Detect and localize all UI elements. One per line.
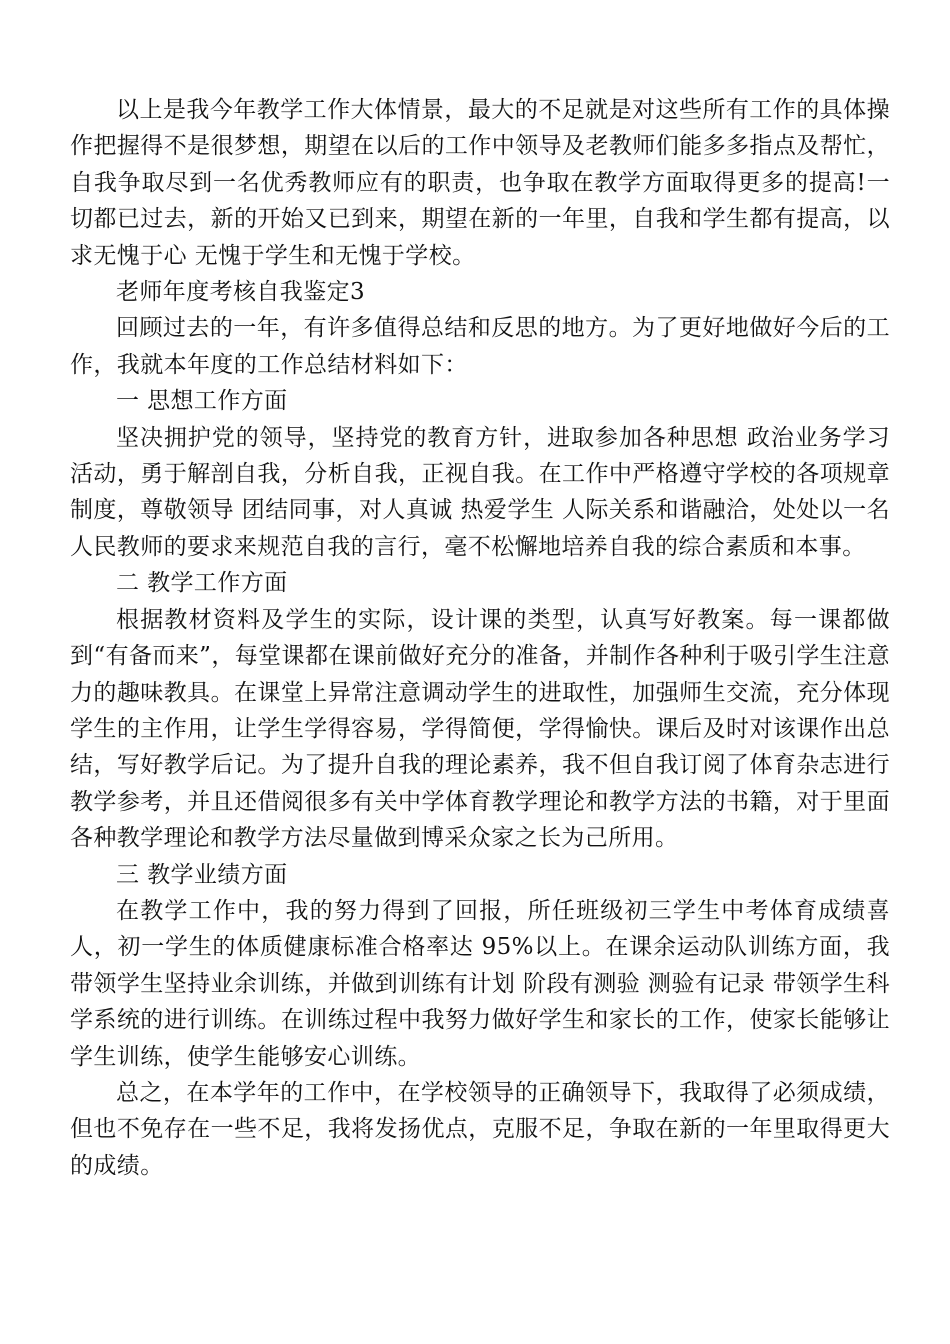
- heading-teaching: 二 教学工作方面: [116, 570, 288, 597]
- paragraph-teaching: 根据教材资料及学生的实际，设计课的类型，认真写好教案。每一课都做到“有备而来”，每堂课都在课前做好充分的准备，并制作各种利于吸引学生注意力的趣味教具。在课堂上异常注意调动学生的进取性，加强师生交流，充分体现学生的主作用，让学生学得容易，学得简便，学得愉快。课后及时对该课作出总结，写好教学后记。为了提升自我的理论素养，我不但自我订阅了体育杂志进行教学参考，并且还借阅很多有关中学体育教学理论和教学方法的书籍，对于里面各种教学理论和教学方法尽量做到博采众家之长为己所用。: [70, 606, 890, 852]
- paragraph-intro: 回顾过去的一年，有许多值得总结和反思的地方。为了更好地做好今后的工作，我就本年度的工作总结材料如下：: [70, 315, 890, 378]
- heading-achievements: 三 教学业绩方面: [116, 861, 288, 888]
- document-page: [70, 92, 890, 1184]
- paragraph-achievements: 在教学工作中，我的努力得到了回报，所任班级初三学生中考体育成绩喜人，初一学生的体质健康标准合格率达 95%以上。在课余运动队训练方面，我带领学生坚持业余训练，并做到训练有计划 阶段有测验 测验有记录 带领学生科学系统的进行训练。在训练过程中我努力做好学生和家长的工作，使家长能够让学生训练，使学生能够安心训练。: [70, 897, 890, 1070]
- paragraph-conclusion: 总之，在本学年的工作中，在学校领导的正确领导下，我取得了必须成绩，但也不免存在一些不足，我将发扬优点，克服不足，争取在新的一年里取得更大的成绩。: [70, 1079, 890, 1179]
- paragraph-closing-summary: 以上是我今年教学工作大体情景，最大的不足就是对这些所有工作的具体操作把握得不是很梦想，期望在以后的工作中领导及老教师们能多多指点及帮忙，自我争取尽到一名优秀教师应有的职责，也争取在教学方面取得更多的提高!一切都已过去，新的开始又已到来，期望在新的一年里，自我和学生都有提高，以求无愧于心 无愧于学生和无愧于学校。: [70, 97, 890, 269]
- heading-ideology: 一 思想工作方面: [116, 388, 288, 415]
- section-title: 老师年度考核自我鉴定3: [116, 279, 366, 306]
- paragraph-ideology: 坚决拥护党的领导，坚持党的教育方针，进取参加各种思想 政治业务学习活动，勇于解剖自我，分析自我，正视自我。在工作中严格遵守学校的各项规章制度，尊敬领导 团结同事，对人真诚 热爱学生 人际关系和谐融洽，处处以一名人民教师的要求来规范自我的言行，毫不松懈地培养自我的综合素质和本事。: [70, 424, 890, 560]
